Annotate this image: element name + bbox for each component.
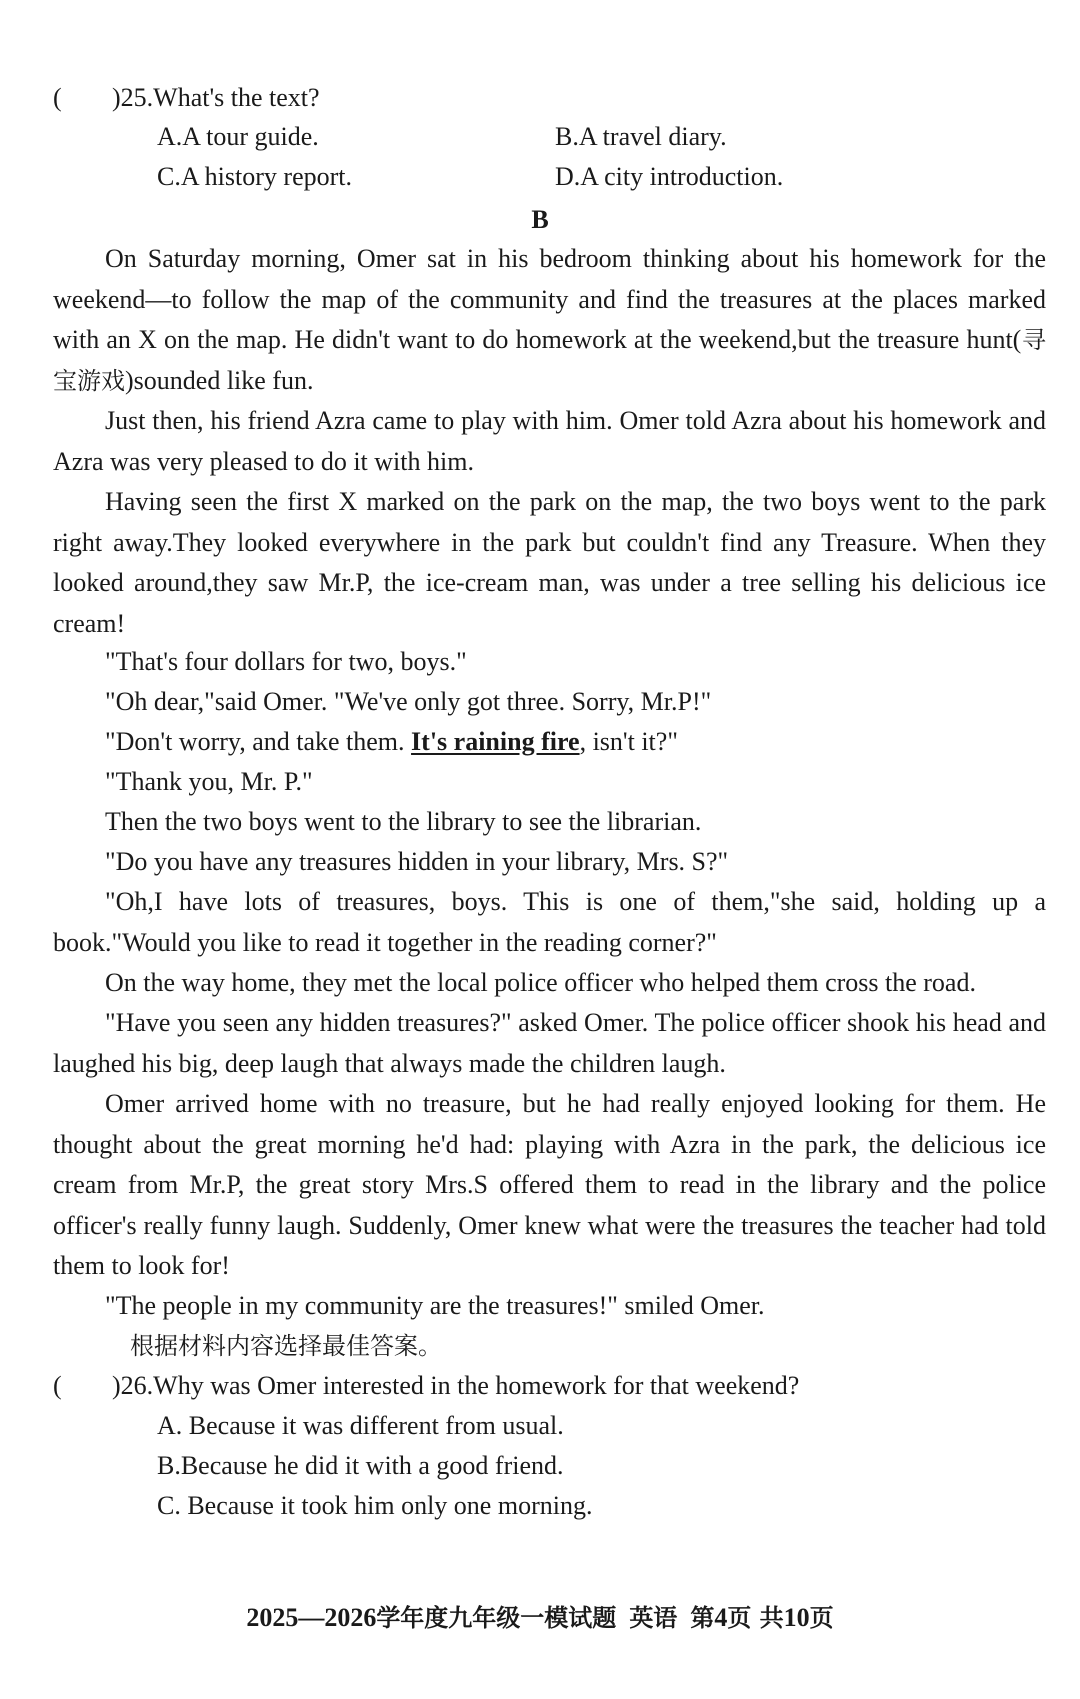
question-26: )26.Why was Omer interested in the homework for that weekend? [112,1371,800,1400]
passage-paragraph-2: Just then, his friend Azra came to play with him. Omer told Azra about his homework and Azra was very pleased to do it with him. [53,406,1046,476]
passage-paragraph-13: Omer arrived home with no treasure, but he had really enjoyed looking for them. He thought about the great morning he'd had: playing with Azra in the park, the delicious ice cream from Mr.P, the great story Mrs.S offered them to read in the library and the police officer's really funny laugh. Suddenly, Omer knew what were the treasures the teacher had told them to look for! [53,1089,1046,1280]
passage-paragraph-14: "The people in my community are the treasures!" smiled Omer. [105,1291,765,1320]
passage-paragraph-1 [53,239,1046,401]
passage-paragraph-9: "Do you have any treasures hidden in your library, Mrs. S?" [105,847,729,876]
footer-subject: 英语 [629,1604,678,1632]
underlined-phrase: It's raining fire [411,727,580,756]
passage-paragraph-4: "That's four dollars for two, boys." [105,647,467,676]
q26-option-b: B.Because he did it with a good friend. [157,1451,564,1480]
footer-page-suffix: 页 [809,1604,834,1632]
p1-text-a: On Saturday morning, Omer sat in his bedroom thinking about his homework for the weekend—to follow the map of the community and find the treasures at the places marked with an X on the map. He didn't want to do homework at the weekend,but the treasure hunt( [53,244,1046,354]
footer-year: 2025—2026 [246,1603,377,1632]
passage-paragraph-6 [105,722,678,762]
footer-page-prefix: 第 [690,1604,715,1632]
passage-paragraph-11: On the way home, they met the local police officer who helped them cross the road. [105,968,976,997]
page-footer [0,1598,1080,1638]
q25-option-a: A.A tour guide. [157,122,319,151]
p6-text-a: "Don't worry, and take them. [105,727,412,756]
footer-page-total: 10 [783,1603,810,1632]
question-25: )25.What's the text? [112,83,320,112]
q25-option-b: B.A travel diary. [555,122,727,151]
q25-option-c: C.A history report. [157,162,352,191]
section-heading-b: B [531,205,549,234]
passage-paragraph-8: Then the two boys went to the library to see the librarian. [105,807,702,836]
passage-paragraph-10: "Oh,I have lots of treasures, boys. This is one of them,"she said, holding up a book."Would you like to read it together in the reading corner?" [53,887,1046,957]
passage-paragraph-3: Having seen the first X marked on the park on the map, the two boys went to the park right away.They looked everywhere in the park but couldn't find any Treasure. When they looked around,they saw Mr.P, the ice-cream man, was under a tree selling his delicious ice cream! [53,487,1046,638]
p1-text-b: )sounded like fun. [125,365,314,395]
answer-paren-26: ( [53,1371,62,1400]
footer-page-number: 4 [714,1603,728,1632]
passage-paragraph-5: "Oh dear,"said Omer. "We've only got three. Sorry, Mr.P!" [105,687,712,716]
passage-paragraph-7: "Thank you, Mr. P." [105,767,313,796]
instruction-text: 根据材料内容选择最佳答案。 [130,1332,442,1360]
answer-paren-25: ( [53,83,62,112]
p1-chinese-gloss: 寻宝游戏 [53,326,1046,395]
q26-option-c: C. Because it took him only one morning. [157,1491,593,1520]
passage-paragraph-12: "Have you seen any hidden treasures?" asked Omer. The police officer shook his head and laughed his big, deep laugh that always made the children laugh. [53,1008,1046,1078]
q25-option-d: D.A city introduction. [555,162,784,191]
p6-text-b: , isn't it?" [579,727,678,756]
q26-option-a: A. Because it was different from usual. [157,1411,564,1440]
footer-title: 学年度九年级一模试题 [376,1604,617,1632]
footer-page-mid: 页 共 [727,1604,784,1632]
